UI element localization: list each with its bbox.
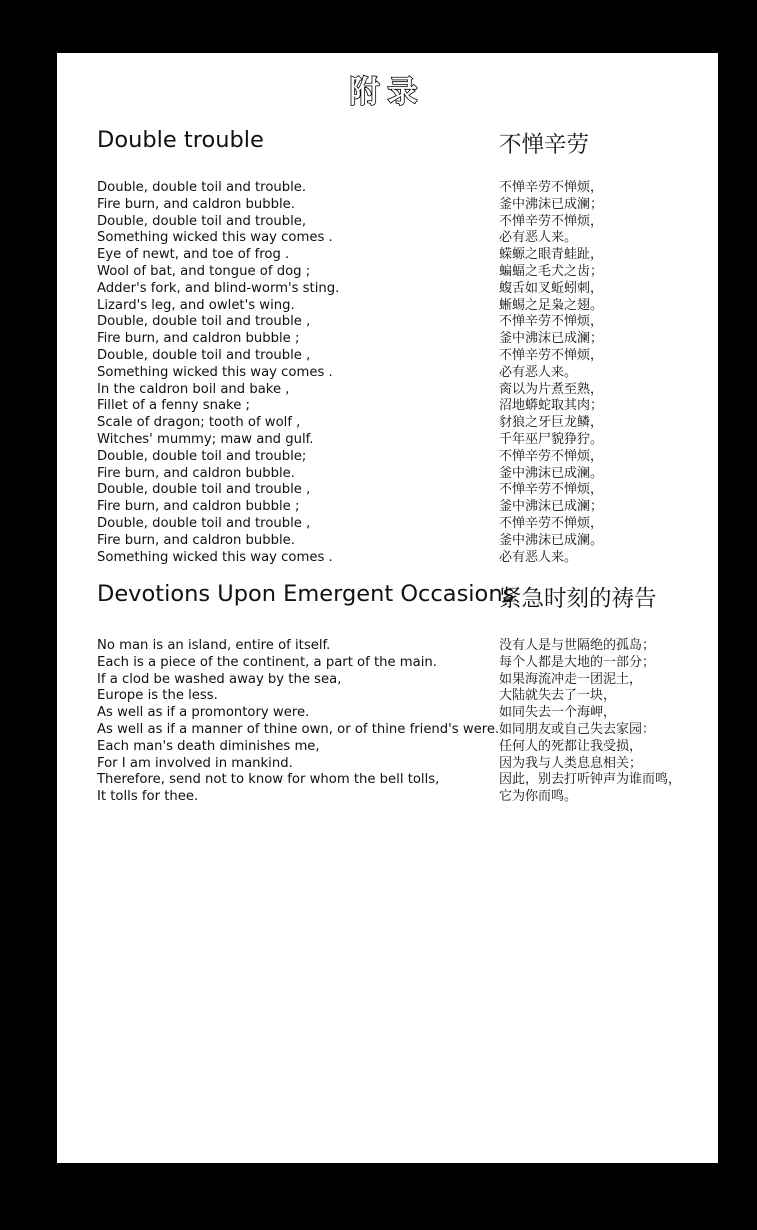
section-title-zh: 不惮辛劳 xyxy=(499,132,590,158)
poem-line-english: As well as if a promontory were. xyxy=(97,705,310,721)
poem-section-devotions xyxy=(97,581,697,806)
poem-line-english: Witches' mummy; maw and gulf. xyxy=(97,431,314,447)
poem-line-english: Eye of newt, and toe of frog . xyxy=(97,247,290,263)
poem-line-english: Each is a piece of the continent, a part of the main. xyxy=(97,654,437,670)
poem-line-english: Double, double toil and trouble, xyxy=(97,213,307,229)
poem-line-english: Fire burn, and caldron bubble. xyxy=(97,196,295,212)
poem-line-english: Wool of bat, and tongue of dog ; xyxy=(97,263,311,279)
poem-line-english: Therefore, send not to know for whom the bell tolls, xyxy=(97,772,440,788)
poem-line-english: Something wicked this way comes . xyxy=(97,364,333,380)
poem-line-chinese: 豺狼之牙巨龙鳞， xyxy=(499,415,604,431)
poem-line xyxy=(97,314,697,331)
poem-line xyxy=(97,705,697,722)
poem-line xyxy=(97,281,697,298)
poem-line-chinese: 不惮辛劳不惮烦， xyxy=(499,314,604,330)
poem-line-chinese: 不惮辛劳不惮烦， xyxy=(499,180,604,195)
poem-line-chinese: 必有恶人来。 xyxy=(499,364,578,380)
poem-line-chinese: 必有恶人来。 xyxy=(499,549,578,565)
poem-line xyxy=(97,398,697,415)
poem-line xyxy=(97,533,697,550)
poem-line-chinese: 如果海流冲走一团泥土， xyxy=(499,671,643,687)
poem-section-double-trouble xyxy=(97,127,697,566)
poem-line-chinese: 不惮辛劳不惮烦， xyxy=(499,448,604,464)
poem-line-english: No man is an island, entire of itself. xyxy=(97,638,331,653)
poem-line-english: Fire burn, and caldron bubble. xyxy=(97,532,295,548)
poem-line-chinese: 它为你而鸣。 xyxy=(499,789,578,805)
poem-line-english: Double, double toil and trouble , xyxy=(97,515,311,531)
poem-line-chinese: 蜥蜴之足枭之翅。 xyxy=(499,297,604,313)
poem-line-chinese: 釜中沸沫已成澜； xyxy=(499,499,604,515)
poem-line-chinese: 釜中沸沫已成澜； xyxy=(499,331,604,347)
poem-line-english: Something wicked this way comes . xyxy=(97,549,333,565)
poem-line xyxy=(97,415,697,432)
poem-line xyxy=(97,348,697,365)
poem-line-chinese: 釜中沸沫已成澜。 xyxy=(499,532,604,548)
poem-line xyxy=(97,432,697,449)
poem-line xyxy=(97,449,697,466)
poem-line xyxy=(97,772,697,789)
poem-line xyxy=(97,365,697,382)
poem-line xyxy=(97,739,697,756)
poem-lines xyxy=(97,180,697,566)
section-header xyxy=(97,127,697,167)
poem-line xyxy=(97,466,697,483)
poem-line-chinese: 不惮辛劳不惮烦， xyxy=(499,515,604,531)
poem-line-chinese: 任何人的死都让我受损， xyxy=(499,738,643,754)
poem-line xyxy=(97,756,697,773)
poem-line xyxy=(97,264,697,281)
poem-line xyxy=(97,550,697,567)
poem-line xyxy=(97,638,697,655)
poem-line xyxy=(97,180,697,197)
poem-line-english: Fillet of a fenny snake ; xyxy=(97,398,250,414)
poem-line-english: As well as if a manner of thine own, or of thine friend's were. xyxy=(97,721,500,737)
poem-line-english: Each man's death diminishes me, xyxy=(97,738,320,754)
poem-line-chinese: 必有恶人来。 xyxy=(499,230,578,246)
poem-line-english: Scale of dragon; tooth of wolf , xyxy=(97,415,301,431)
poem-line-chinese: 因此，别去打听钟声为谁而鸣， xyxy=(499,772,682,788)
poem-line-chinese: 千年巫尸貌狰狞。 xyxy=(499,431,604,447)
poem-line-chinese: 蝮舌如叉蚯蚓刺， xyxy=(499,280,604,296)
poem-line xyxy=(97,722,697,739)
poem-line xyxy=(97,197,697,214)
poem-lines xyxy=(97,638,697,806)
poem-line-chinese: 沼地蟒蛇取其肉； xyxy=(499,398,604,414)
poem-line-chinese: 蝙蝠之毛犬之齿； xyxy=(499,263,604,279)
poem-line xyxy=(97,214,697,231)
poem-line-chinese: 如同朋友或自己失去家园： xyxy=(499,721,656,737)
poem-line-chinese: 大陆就失去了一块， xyxy=(499,688,617,704)
poem-line xyxy=(97,655,697,672)
poem-line-english: Double, double toil and trouble , xyxy=(97,482,311,498)
poem-line-english: Double, double toil and trouble , xyxy=(97,314,311,330)
poem-line-english: In the caldron boil and bake , xyxy=(97,381,290,397)
poem-line-chinese: 釜中沸沫已成澜。 xyxy=(499,465,604,481)
poem-line xyxy=(97,230,697,247)
poem-line-chinese: 每个人都是大地的一部分； xyxy=(499,654,656,670)
poem-line-chinese: 脔以为片煮至熟， xyxy=(499,381,604,397)
poem-line xyxy=(97,482,697,499)
poem-line xyxy=(97,247,697,264)
poem-line-english: Fire burn, and caldron bubble ; xyxy=(97,331,300,347)
poem-line-english: Fire burn, and caldron bubble ; xyxy=(97,499,300,515)
poem-line-english: Something wicked this way comes . xyxy=(97,230,333,246)
poem-line-english: Double, double toil and trouble. xyxy=(97,180,307,195)
document-page xyxy=(57,53,718,1163)
poem-line-english: For I am involved in mankind. xyxy=(97,755,293,771)
section-title-zh: 紧急时刻的祷告 xyxy=(499,586,657,612)
poem-line xyxy=(97,331,697,348)
poem-line-english: If a clod be washed away by the sea, xyxy=(97,671,342,687)
appendix-title: 附录 xyxy=(349,75,426,110)
poem-line-english: It tolls for thee. xyxy=(97,789,199,805)
poem-line xyxy=(97,688,697,705)
poem-line xyxy=(97,789,697,806)
poem-line-english: Fire burn, and caldron bubble. xyxy=(97,465,295,481)
poem-line xyxy=(97,516,697,533)
poem-line-english: Lizard's leg, and owlet's wing. xyxy=(97,297,295,313)
poem-line-chinese: 不惮辛劳不惮烦， xyxy=(499,213,604,229)
section-title-en: Devotions Upon Emergent Occasions xyxy=(97,581,515,607)
poem-line-english: Adder's fork, and blind-worm's sting. xyxy=(97,280,340,296)
poem-line-chinese: 不惮辛劳不惮烦， xyxy=(499,482,604,498)
poem-line-english: Double, double toil and trouble; xyxy=(97,448,307,464)
poem-line-chinese: 不惮辛劳不惮烦， xyxy=(499,347,604,363)
section-title-en: Double trouble xyxy=(97,127,264,153)
poem-line xyxy=(97,298,697,315)
poem-line-chinese: 因为我与人类息息相关； xyxy=(499,755,643,771)
poem-line-chinese: 如同失去一个海岬， xyxy=(499,705,617,721)
poem-line-chinese: 釜中沸沫已成澜； xyxy=(499,196,604,212)
poem-line-english: Double, double toil and trouble , xyxy=(97,347,311,363)
poem-line xyxy=(97,382,697,399)
section-header xyxy=(97,581,697,621)
poem-line-english: Europe is the less. xyxy=(97,688,218,704)
poem-line-chinese: 没有人是与世隔绝的孤岛； xyxy=(499,638,656,653)
poem-line-chinese: 蝾螈之眼青蛙趾， xyxy=(499,247,604,263)
poem-line xyxy=(97,672,697,689)
poem-line xyxy=(97,499,697,516)
